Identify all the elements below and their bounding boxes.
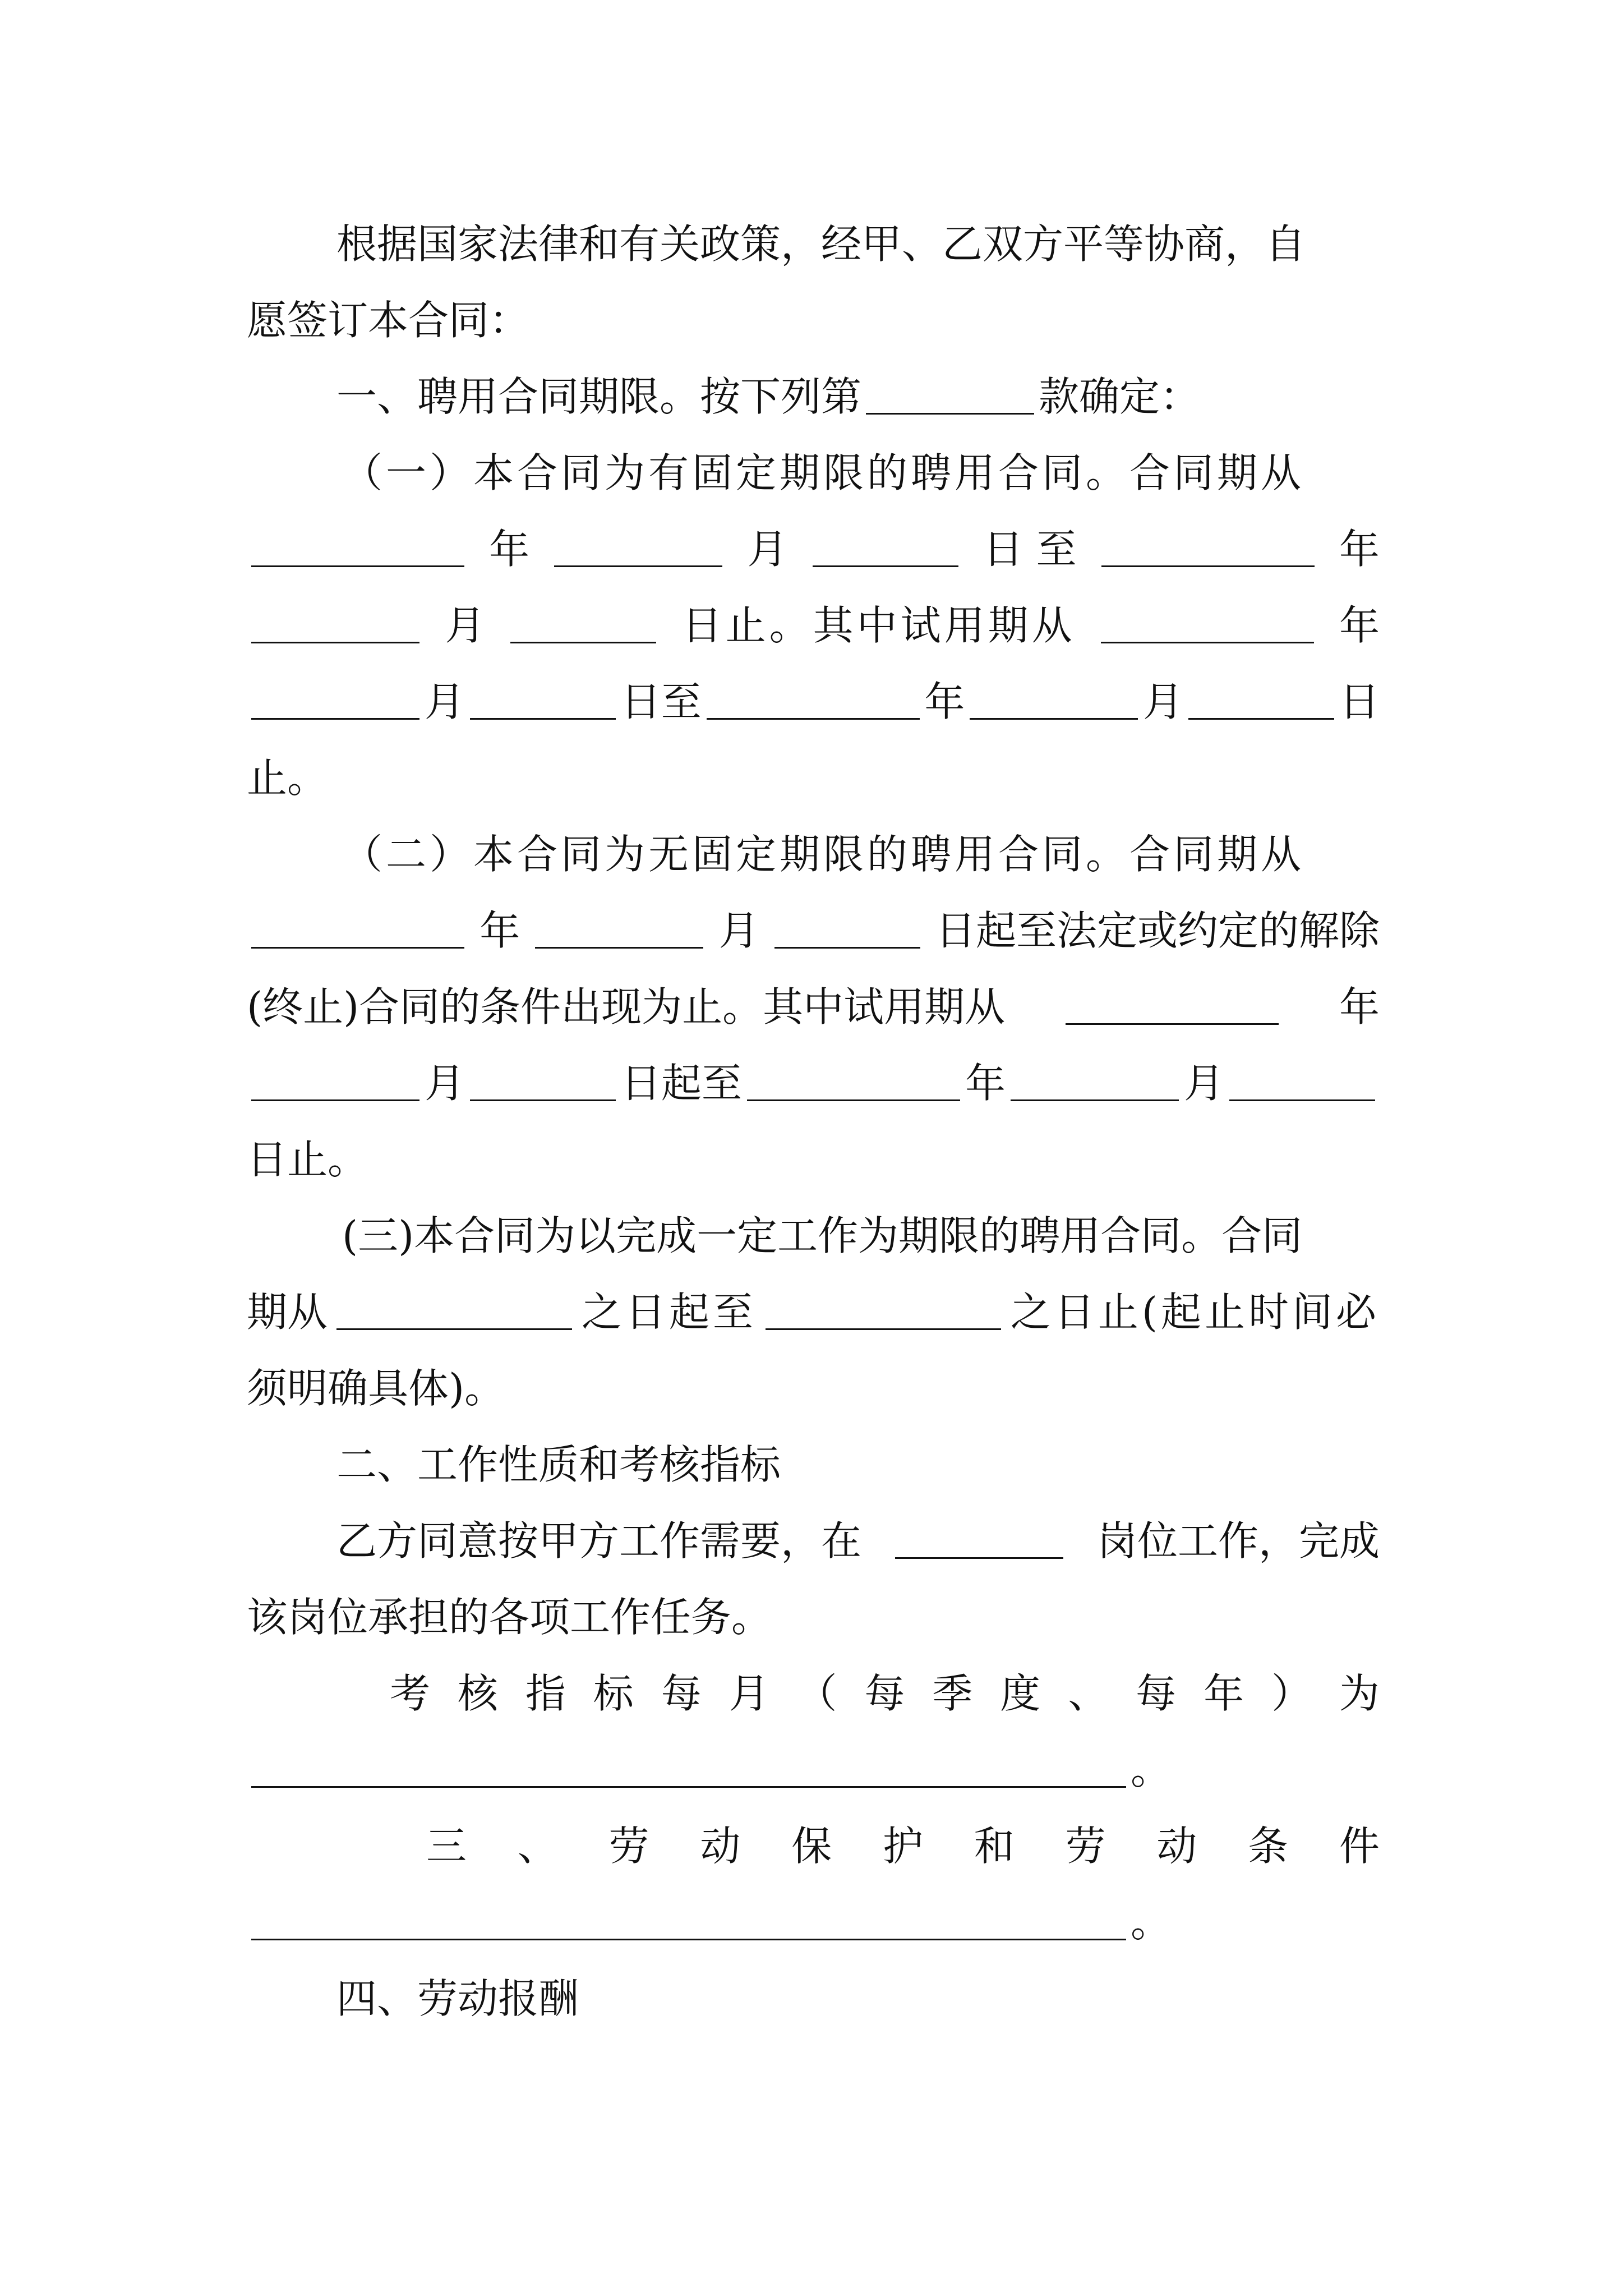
kpi-char: （ [796, 1670, 837, 1717]
section-4-heading-text: 四、劳动报酬 [336, 1975, 579, 2022]
open-probation-end-year-blank[interactable] [747, 1097, 960, 1101]
open-probation-start-day-blank[interactable] [470, 1097, 616, 1101]
kpi-char: 为 [1339, 1670, 1380, 1717]
sub-2-end: 日止。 [247, 1136, 368, 1183]
section-2-heading [247, 1427, 1380, 1503]
kpi-blank-line [247, 1732, 1380, 1808]
sub-3-line-3 [247, 1350, 1380, 1427]
open-start-day-blank[interactable] [774, 945, 920, 949]
kpi-char: 每 [1136, 1670, 1177, 1717]
section-1-heading-suffix: 款确定： [1039, 373, 1201, 420]
probation-end-year-blank[interactable] [707, 716, 920, 720]
intro-line-2 [247, 282, 1380, 358]
section-1-heading-text: 一、聘用合同期限。按下列第 [336, 373, 862, 420]
sub-1-line-2 [247, 511, 1380, 587]
post-intro-text: 乙方同意按甲方工作需要，在 [336, 1517, 862, 1565]
kpi-char: 季 [932, 1670, 973, 1717]
intro-text-2: 愿签订本合同： [247, 297, 530, 344]
sub-1-line-4 [247, 664, 1380, 740]
open-probation-start-year-blank[interactable] [1066, 1021, 1279, 1025]
section-3-char: 动 [700, 1823, 741, 1870]
termination-condition-label: 日起至法定或约定的解除 [935, 907, 1380, 954]
task-end-blank[interactable] [766, 1326, 1001, 1330]
contract-start-day-blank[interactable] [813, 563, 958, 567]
day-label: 日 [1339, 678, 1380, 725]
labor-conditions-blank-line [247, 1884, 1380, 1961]
section-3-char: 劳 [608, 1823, 649, 1870]
section-2-line-2 [247, 1579, 1380, 1655]
kpi-char: 每 [661, 1670, 702, 1717]
section-1-heading [247, 358, 1380, 435]
month-label: 月 [445, 602, 486, 649]
kpi-char: 核 [457, 1670, 498, 1717]
contract-end-year-blank[interactable] [1101, 563, 1315, 567]
probation-start-year-blank[interactable] [1101, 639, 1314, 643]
kpi-char: 月 [728, 1670, 769, 1717]
section-3-char: 、 [517, 1823, 558, 1870]
contract-start-month-blank[interactable] [554, 563, 722, 567]
kpi-char: 每 [864, 1670, 905, 1717]
section-3-char: 三 [426, 1823, 467, 1870]
probation-start-month-blank[interactable] [251, 716, 419, 720]
month-label: 月 [1183, 1060, 1224, 1107]
contract-end-day-blank[interactable] [510, 639, 656, 643]
section-3-char: 和 [974, 1823, 1015, 1870]
clause-number-blank[interactable] [866, 411, 1034, 415]
kpi-char: ） [1271, 1670, 1312, 1717]
kpi-char: 、 [1068, 1670, 1109, 1717]
sub-1-line-1 [247, 435, 1380, 511]
sub-3-line-1 [247, 1198, 1380, 1274]
year-label: 年 [479, 907, 520, 954]
post-tasks-text: 该岗位承担的各项工作任务。 [247, 1594, 772, 1641]
sub-1-line-5 [247, 740, 1380, 816]
probation-start-day-blank[interactable] [470, 716, 616, 720]
section-3-char: 件 [1339, 1823, 1380, 1870]
open-start-year-blank[interactable] [251, 945, 464, 949]
sub-2-line-2 [247, 892, 1380, 969]
sub-2-line-5 [247, 1121, 1380, 1198]
open-probation-end-month-blank[interactable] [1011, 1097, 1179, 1101]
kpi-char: 年 [1204, 1670, 1244, 1717]
open-probation-end-day-blank[interactable] [1229, 1097, 1375, 1101]
sub-2-line-1 [247, 816, 1380, 892]
section-3-char: 条 [1248, 1823, 1289, 1870]
month-label: 月 [1143, 678, 1184, 725]
kpi-blank[interactable] [251, 1784, 1126, 1788]
sub-3-text: (三)本合同为以完成一定工作为期限的聘用合同。合同 [342, 1212, 1303, 1259]
year-label: 年 [965, 1060, 1006, 1107]
month-label: 月 [424, 678, 465, 725]
month-label: 月 [747, 526, 788, 573]
year-label: 年 [924, 678, 965, 725]
kpi-char: 标 [593, 1670, 634, 1717]
contract-start-year-blank[interactable] [251, 563, 464, 567]
year-label: 年 [1339, 526, 1380, 573]
kpi-char: 考 [390, 1670, 431, 1717]
open-start-month-blank[interactable] [535, 945, 703, 949]
sub-1-text: （一）本合同为有固定期限的聘用合同。合同期从 [342, 449, 1305, 496]
open-probation-start-month-blank[interactable] [251, 1097, 419, 1101]
probation-end-day-blank[interactable] [1188, 716, 1334, 720]
probation-from-label: (终止)合同的条件出现为止。其中试用期从 [247, 983, 1006, 1030]
until-day-label: 之日止(起止时间必 [1010, 1289, 1380, 1336]
probation-end-month-blank[interactable] [970, 716, 1138, 720]
from-day-to-label: 之日起至 [581, 1289, 757, 1336]
sub-1-end: 止。 [247, 754, 328, 802]
contract-end-month-blank[interactable] [251, 639, 419, 643]
section-3-heading [247, 1808, 1380, 1884]
year-label: 年 [489, 526, 530, 573]
day-to-label: 日至 [620, 678, 702, 725]
post-suffix-text: 岗位工作，完成 [1096, 1517, 1380, 1565]
task-start-blank[interactable] [336, 1326, 572, 1330]
sub-2-line-3 [247, 969, 1380, 1045]
sub-2-line-4 [247, 1045, 1380, 1121]
sub-3-end: 须明确具体)。 [247, 1365, 505, 1412]
section-2-heading-text: 二、工作性质和考核指标 [336, 1441, 781, 1488]
day-from-to-label: 日起至 [620, 1060, 742, 1107]
sub-3-line-2 [247, 1274, 1380, 1350]
sub-1-line-3 [247, 587, 1380, 664]
section-2-line-1 [247, 1503, 1380, 1579]
sub-2-text: （二）本合同为无固定期限的聘用合同。合同期从 [342, 831, 1305, 878]
labor-conditions-blank[interactable] [251, 1936, 1126, 1940]
kpi-period: 。 [1131, 1746, 1172, 1793]
day-to-label: 日 至 [983, 526, 1077, 573]
section-3-char: 劳 [1065, 1823, 1106, 1870]
probation-from-label: 日止。其中试用期从 [681, 602, 1076, 649]
month-label: 月 [424, 1060, 465, 1107]
section-3-char: 保 [791, 1823, 832, 1870]
month-label: 月 [718, 907, 759, 954]
section-3-char: 护 [882, 1823, 923, 1870]
kpi-char: 度 [1000, 1670, 1041, 1717]
section-3-char: 动 [1156, 1823, 1197, 1870]
year-label: 年 [1339, 602, 1380, 649]
year-label: 年 [1339, 983, 1380, 1030]
post-name-blank[interactable] [895, 1555, 1063, 1559]
kpi-line [247, 1655, 1380, 1732]
intro-line-1 [247, 206, 1380, 282]
labor-conditions-period: 。 [1131, 1899, 1172, 1946]
section-4-heading [247, 1961, 1380, 2037]
period-from-label: 期从 [247, 1289, 328, 1336]
kpi-char: 指 [525, 1670, 566, 1717]
intro-text-1: 根据国家法律和有关政策，经甲、乙双方平等协商，自 [336, 220, 1306, 268]
